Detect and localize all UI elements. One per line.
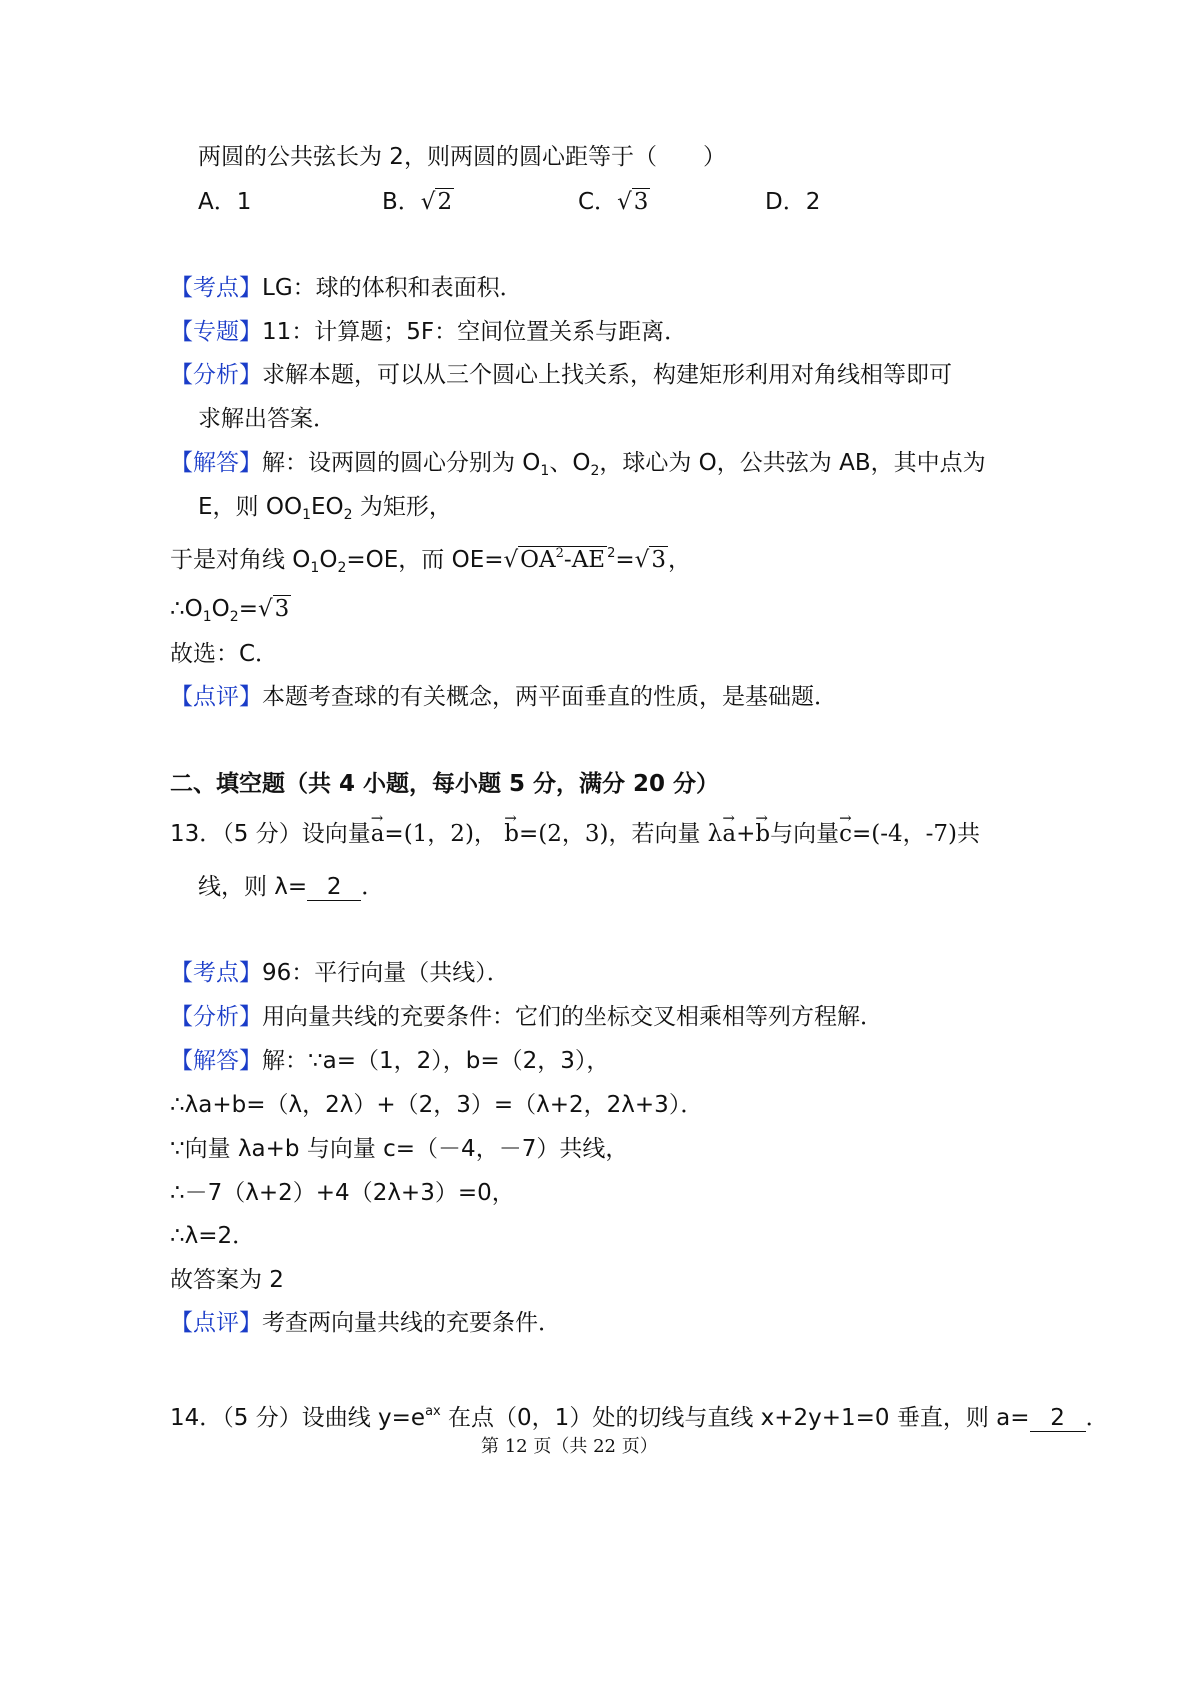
section-heading: 二、填空题（共 4 小题，每小题 5 分，满分 20 分） xyxy=(170,771,720,797)
s12-guxuan: 故选：C． xyxy=(170,641,279,667)
q13-line2: 线，则 λ= 2 ． xyxy=(198,874,385,900)
s12-kaodian: 【考点】LG：球的体积和表面积． xyxy=(170,275,523,301)
jieda-tag: 【解答】 xyxy=(170,450,262,476)
s13-dianping: 【点评】考查两向量共线的充要条件． xyxy=(170,1310,561,1336)
q13-answer-blank: 2 xyxy=(307,874,361,901)
q14-stem: 14．（5 分）设曲线 $y=e^{ax}$ 在点（0，1）处的切线与直线 x+2y+1=0 垂直，则 a= 2 ． xyxy=(170,1404,1109,1431)
s12-zhuanti: 【专题】11：计算题；5F：空间位置关系与距离． xyxy=(170,319,688,345)
s13-fenxi: 【分析】用向量共线的充要条件：它们的坐标交叉相乘相等列方程解． xyxy=(170,1004,883,1030)
s13-jieda: 【解答】解：∵a=（1，2），b=（2，3）， xyxy=(170,1048,610,1074)
s12-fenxi-cont: 求解出答案． xyxy=(198,406,336,432)
s12-jieda: 【解答】解：设两圆的圆心分别为 $O_1$、$O_2$，球心为 O，公共弦为 AB，其中点为 xyxy=(170,450,986,479)
q12-stem: 两圆的公共弦长为 2，则两圆的圆心距等于（ ） xyxy=(198,144,726,170)
dianping-tag: 【点评】 xyxy=(170,684,262,710)
kaodian-tag: 【考点】 xyxy=(170,960,262,986)
s13-step3: ∴－7（λ+2）+4（2λ+3）=0， xyxy=(170,1180,515,1206)
q14-answer-blank: 2 xyxy=(1030,1405,1086,1432)
s13-step1: ∴λa+b=（λ，2λ）+（2，3）=（λ+2，2λ+3）． xyxy=(170,1092,704,1118)
option-a: A．1 xyxy=(198,189,252,215)
page-footer: 第 12 页（共 22 页） xyxy=(481,1436,658,1457)
option-b: B．√2 xyxy=(382,189,453,215)
kaodian-tag: 【考点】 xyxy=(170,275,262,301)
fenxi-tag: 【分析】 xyxy=(170,1004,262,1030)
zhuanti-tag: 【专题】 xyxy=(170,319,262,345)
s13-kaodian: 【考点】96：平行向量（共线）． xyxy=(170,960,510,986)
dianping-tag: 【点评】 xyxy=(170,1310,262,1336)
q13-stem: 13．（5 分）设向量→ a=(1，2)， → b=(2，3)，若向量 λ→ a+→ b与向量→ c=(-4，-7)共 xyxy=(170,818,980,850)
jieda-tag: 【解答】 xyxy=(170,1048,262,1074)
s12-fenxi: 【分析】求解本题，可以从三个圆心上找关系，构建矩形利用对角线相等即可 xyxy=(170,362,952,388)
fenxi-tag: 【分析】 xyxy=(170,362,262,388)
s12-dianping: 【点评】本题考查球的有关概念，两平面垂直的性质，是基础题． xyxy=(170,684,837,710)
option-c: C．√3 xyxy=(578,189,649,215)
s13-step5: 故答案为 2 xyxy=(170,1267,284,1293)
s13-step2: ∵向量 λa+b 与向量 c=（－4，－7）共线， xyxy=(170,1136,629,1162)
s12-diagonal: 于是对角线 $O_1O_2=OE$，而 $OE=√OA^2-AE$ $^2$=√3， xyxy=(170,546,691,576)
s12-therefore: $\therefore O_1O_2=√3$ xyxy=(170,596,290,625)
s12-jieda-cont: E，则 $OO_1EO_2$ 为矩形， xyxy=(198,494,452,523)
option-d: D．2 xyxy=(765,189,821,215)
s13-step4: ∴λ=2． xyxy=(170,1223,256,1249)
